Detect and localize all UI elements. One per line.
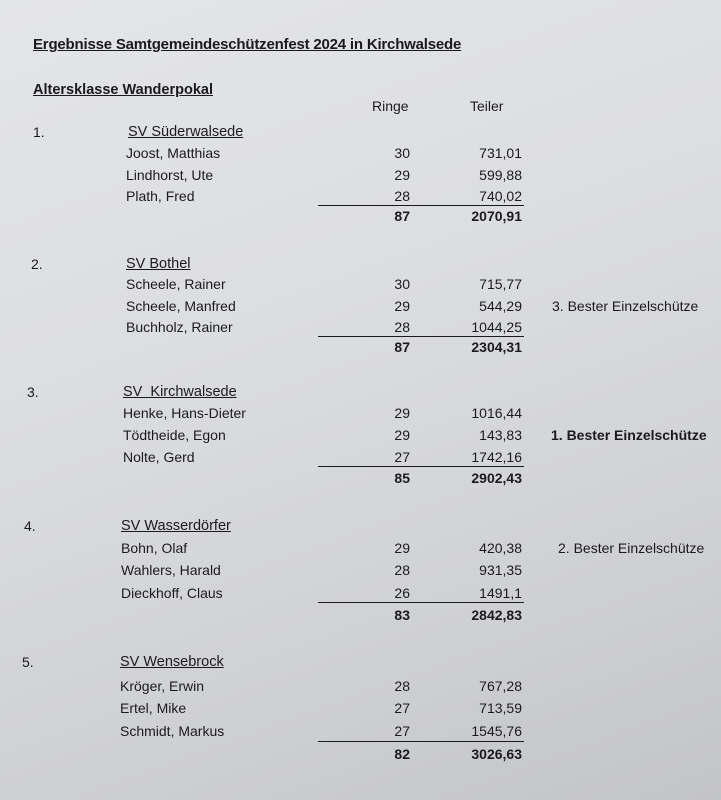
group-rank: 5. bbox=[22, 654, 34, 670]
club-name: SV Bothel bbox=[126, 256, 191, 272]
shooter-teiler: 1491,1 bbox=[479, 585, 522, 601]
shooter-teiler: 731,01 bbox=[479, 145, 522, 161]
club-name: SV Wensebrock bbox=[120, 654, 224, 670]
shooter-name: Scheele, Rainer bbox=[126, 276, 226, 292]
total-ringe: 83 bbox=[394, 607, 410, 623]
column-header-teiler: Teiler bbox=[470, 98, 504, 114]
shooter-ringe: 29 bbox=[394, 427, 410, 443]
shooter-ringe: 30 bbox=[394, 276, 410, 292]
shooter-ringe: 26 bbox=[394, 585, 410, 601]
shooter-row bbox=[0, 427, 721, 449]
shooter-teiler: 715,77 bbox=[479, 276, 522, 292]
shooter-row bbox=[0, 540, 721, 562]
shooter-row bbox=[0, 585, 721, 607]
shooter-ringe: 28 bbox=[394, 188, 410, 204]
shooter-teiler: 143,83 bbox=[479, 427, 522, 443]
award-note: 3. Bester Einzelschütze bbox=[552, 298, 699, 314]
total-row bbox=[0, 470, 721, 492]
total-row bbox=[0, 607, 721, 629]
total-ringe: 85 bbox=[394, 470, 410, 486]
shooter-name: Ertel, Mike bbox=[120, 700, 187, 716]
shooter-row bbox=[0, 319, 721, 341]
result-group bbox=[0, 256, 721, 376]
shooter-row bbox=[0, 678, 721, 700]
group-rank: 2. bbox=[31, 256, 43, 272]
shooter-teiler: 1016,44 bbox=[471, 405, 522, 421]
class-title: Altersklasse Wanderpokal bbox=[33, 82, 213, 98]
sum-divider bbox=[318, 466, 524, 467]
shooter-name: Lindhorst, Ute bbox=[126, 167, 214, 183]
shooter-ringe: 29 bbox=[394, 405, 410, 421]
shooter-row bbox=[0, 188, 721, 210]
award-note: 1. Bester Einzelschütze bbox=[551, 427, 707, 443]
shooter-teiler: 1742,16 bbox=[471, 449, 522, 465]
column-header-ringe: Ringe bbox=[372, 98, 409, 114]
shooter-ringe: 30 bbox=[394, 145, 410, 161]
total-teiler: 2304,31 bbox=[471, 339, 522, 355]
shooter-name: Plath, Fred bbox=[126, 188, 195, 204]
shooter-name: Joost, Matthias bbox=[126, 145, 221, 161]
shooter-row bbox=[0, 700, 721, 722]
shooter-ringe: 27 bbox=[394, 449, 410, 465]
shooter-name: Wahlers, Harald bbox=[121, 562, 221, 578]
shooter-row bbox=[0, 562, 721, 584]
shooter-row bbox=[0, 167, 721, 189]
shooter-ringe: 27 bbox=[394, 700, 410, 716]
total-teiler: 2842,83 bbox=[471, 607, 522, 623]
club-name: SV Kirchwalsede bbox=[123, 384, 237, 400]
total-ringe: 87 bbox=[394, 339, 410, 355]
shooter-name: Kröger, Erwin bbox=[120, 678, 205, 694]
shooter-teiler: 767,28 bbox=[479, 678, 522, 694]
document-title: Ergebnisse Samtgemeindeschützenfest 2024 in Kirchwalsede bbox=[33, 36, 462, 53]
total-teiler: 2902,43 bbox=[471, 470, 522, 486]
shooter-teiler: 599,88 bbox=[479, 167, 522, 183]
result-group bbox=[0, 654, 721, 774]
shooter-name: Schmidt, Markus bbox=[120, 723, 225, 739]
shooter-teiler: 420,38 bbox=[479, 540, 522, 556]
total-teiler: 2070,91 bbox=[471, 208, 522, 224]
shooter-name: Henke, Hans-Dieter bbox=[123, 405, 246, 421]
group-rank: 4. bbox=[24, 518, 36, 534]
sum-divider bbox=[318, 602, 524, 603]
club-name: SV Süderwalsede bbox=[128, 124, 244, 140]
shooter-name: Nolte, Gerd bbox=[123, 449, 195, 465]
total-ringe: 87 bbox=[394, 208, 410, 224]
shooter-name: Dieckhoff, Claus bbox=[121, 585, 223, 601]
total-row bbox=[0, 746, 721, 768]
award-note: 2. Bester Einzelschütze bbox=[558, 540, 705, 556]
shooter-teiler: 740,02 bbox=[479, 188, 522, 204]
total-teiler: 3026,63 bbox=[471, 746, 522, 762]
total-row bbox=[0, 339, 721, 361]
result-group bbox=[0, 518, 721, 638]
shooter-ringe: 29 bbox=[394, 167, 410, 183]
shooter-row bbox=[0, 405, 721, 427]
result-group bbox=[0, 124, 721, 244]
shooter-ringe: 28 bbox=[394, 319, 410, 335]
total-row bbox=[0, 208, 721, 230]
shooter-ringe: 27 bbox=[394, 723, 410, 739]
shooter-ringe: 29 bbox=[394, 540, 410, 556]
shooter-row bbox=[0, 298, 721, 320]
shooter-ringe: 28 bbox=[394, 678, 410, 694]
group-rank: 3. bbox=[27, 384, 39, 400]
total-ringe: 82 bbox=[394, 746, 410, 762]
shooter-name: Scheele, Manfred bbox=[126, 298, 236, 314]
shooter-teiler: 713,59 bbox=[479, 700, 522, 716]
group-rank: 1. bbox=[33, 124, 45, 140]
shooter-teiler: 931,35 bbox=[479, 562, 522, 578]
shooter-teiler: 1044,25 bbox=[471, 319, 522, 335]
shooter-ringe: 29 bbox=[394, 298, 410, 314]
sum-divider bbox=[318, 741, 524, 742]
shooter-teiler: 544,29 bbox=[479, 298, 522, 314]
shooter-row bbox=[0, 276, 721, 298]
club-name: SV Wasserdörfer bbox=[121, 518, 231, 534]
result-group bbox=[0, 384, 721, 504]
shooter-teiler: 1545,76 bbox=[471, 723, 522, 739]
shooter-name: Buchholz, Rainer bbox=[126, 319, 233, 335]
shooter-name: Tödtheide, Egon bbox=[123, 427, 226, 443]
shooter-row bbox=[0, 449, 721, 471]
sum-divider bbox=[318, 336, 524, 337]
sum-divider bbox=[318, 205, 524, 206]
shooter-name: Bohn, Olaf bbox=[121, 540, 188, 556]
shooter-row bbox=[0, 145, 721, 167]
shooter-ringe: 28 bbox=[394, 562, 410, 578]
